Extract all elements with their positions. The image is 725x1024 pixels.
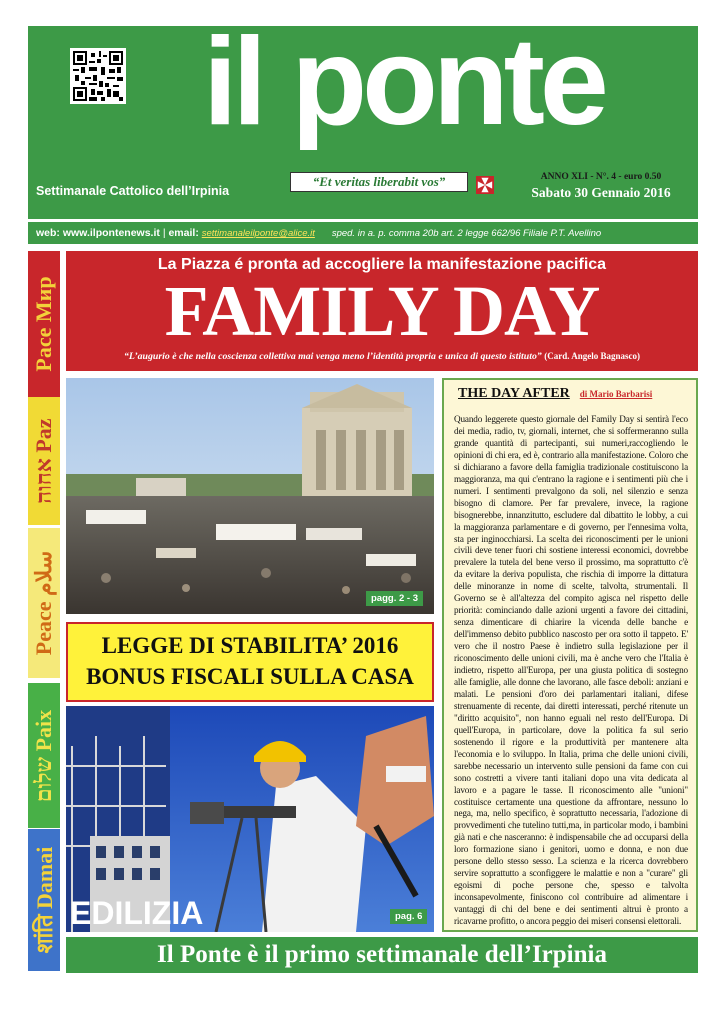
postal-info: sped. in a. p. comma 20b art. 2 legge 662/96 Filiale P.T. Avellino: [331, 228, 602, 239]
banner-headline[interactable]: FAMILY DAY: [164, 271, 600, 351]
edilizia-caption: EDILIZIA: [70, 895, 204, 931]
article-author: di Mario Barbarisi: [579, 389, 653, 399]
article-body: Quando leggerete questo giornale del Family Day si sentirà l'eco dei media, radio, tv, giornali, internet, che si soffermeranno sulla grande quantità di partecipanti, sui numeri,raccogliendo le opinioni di chi era, ed è, contrario alla manifestazione. Coloro che si dichiarano a favore della famiglia tradizionale costituiscono la maggioranza, ma qui c'entrano la ragione e i sentimenti più che i numeri. I sentimenti prevalgono da soli, nel silenzio e senza bisogno di clamore. Per far prevalere, invece, la ragione bisognerebbe, innanzitutto, escludere dal dibattito le lobby, a cui la maggioranza parlamentare e di governo, per l'ennesima volta, sta per inginocchiarsi. La scelta dei riconoscimenti per le unioni civili deve tener fuori chi sostiene interessi economici, dovrebbe prevalere la tutela del bene verso il prossimo, ma soprattutto c'è da evitare la deriva populista, che rischia di imporre la dittatura delle minoranze in nome di scelte, talvolta, strumentali. Il Governo se è all'altezza del compito agisca nel rispetto delle priorità: cominciando dalle azioni urgenti a favore dei cittadini, senza dimenticare di chiarire la vicenda delle banche e dell'immenso debito pubblico nascosto per ora sotto il tappeto. E' vero che il nostro Paese è indietro sulla legislazione per il riconoscimento delle unioni civili, ma è anche vero che l'Italia è indietro, rispetto all'Europa, per una giusta politica di sostegno alle famiglie, alle donne che lavorano, alle fasce deboli: anziani e malati. Le pensioni d'oro dei parlamentari italiani, difese strenuamente di recente, dai diretti interessati, perché ritenute un "diritto acquisito", non hanno eguali nel resto dell'Europa. Di quell'Europa, in particolare, dove la politica fa sul serio sostenendo il rigore e la produttività per mantenere alta l'economia e lo sviluppo. In Italia, prima che delle unioni civili, sarebbe necessario un intervento sulle pensioni da fame con cui sono costretti a vivere tanti italiani dopo una vita dedicata al lavoro e a pagare le tasse. Il riconoscimento alle "unioni" costituisce certamente una questione da affrontare, nessuno lo nega, ma, nello specifico, è soprattutto necessaria, l'adozione di provvedimenti che tutelino tutti,ma, in particolar modo, i bambini già nati e che nasceranno: è indispensabile che ad occuparsi della loro formazione siano i genitori, uomo e donna, e non due persone dello stesso sesso. La scienza e la ricerca dovrebbero servire soprattutto a sconfiggere le malattie e non a "curare" gli egoismi di poche persone che, spesso e talvolta inconsapevolmente, finiscono col contribuire ad alimentare i vantaggi di chi del bene e dei sentimenti altrui è pronto a ricavarne profitto, o ancora peggio dei miseri consensi elettorali.: [454, 414, 688, 927]
web-label: web:: [36, 227, 60, 239]
newspaper-title: il ponte: [203, 13, 604, 151]
quote-text: “L’augurio è che nella coscienza collettiva mai venga meno l’identità propria e unica di questo istituto”: [124, 351, 542, 362]
editorial-article: [442, 378, 698, 932]
peace-word-1: Pace Mир: [31, 276, 56, 372]
web-link[interactable]: www.ilpontenews.it: [62, 227, 160, 239]
qr-code[interactable]: [70, 48, 126, 104]
footer-banner: Il Ponte è il primo settimanale dell’Irpinia: [66, 937, 698, 973]
peace-word-3: Peace سلام: [31, 550, 56, 656]
maltese-cross-icon: [476, 176, 494, 194]
peace-strip-3: [28, 528, 60, 678]
email-link[interactable]: settimanaleilponte@alice.it: [201, 228, 315, 239]
article-title[interactable]: THE DAY AFTER: [458, 386, 570, 401]
banner-quote: [72, 351, 692, 362]
issue-info: [516, 172, 686, 201]
page-ref-family-day[interactable]: pagg. 2 - 3: [366, 591, 423, 606]
separator: |: [162, 227, 166, 239]
page-ref-edilizia[interactable]: pag. 6: [390, 909, 427, 924]
peace-word-4: שלום Paix: [31, 709, 56, 802]
stabilita-line-2: BONUS FISCALI SULLA CASA: [86, 664, 414, 690]
edilizia-photo[interactable]: [66, 706, 434, 932]
peace-strip-5: [28, 829, 60, 971]
stabilita-line-1: LEGGE DI STABILITA’ 2016: [101, 633, 399, 658]
quote-author: (Card. Angelo Bagnasco): [544, 351, 640, 361]
contact-bar: [28, 222, 698, 244]
peace-word-5: शांति Damai: [32, 846, 57, 954]
family-day-banner: [66, 251, 698, 371]
newspaper-subtitle: Settimanale Cattolico dell’Irpinia: [36, 184, 230, 198]
stabilita-headline-box[interactable]: [66, 622, 434, 702]
motto: “Et veritas liberabit vos”: [290, 172, 468, 192]
peace-strip-2: [28, 397, 60, 525]
peace-strip-1: [28, 251, 60, 397]
email-label: email:: [168, 227, 199, 239]
issue-date: Sabato 30 Gennaio 2016: [531, 185, 671, 200]
masthead: [28, 13, 698, 219]
issue-number: ANNO XLI - N°. 4 - euro 0.50: [540, 172, 662, 182]
peace-word-2: אחוה Paz: [31, 418, 56, 504]
peace-strip-4: [28, 683, 60, 828]
banner-kicker: La Piazza é pronta ad accogliere la manifestazione pacifica: [157, 256, 607, 273]
crowd-photo[interactable]: [66, 378, 434, 614]
article-header: [458, 384, 652, 402]
